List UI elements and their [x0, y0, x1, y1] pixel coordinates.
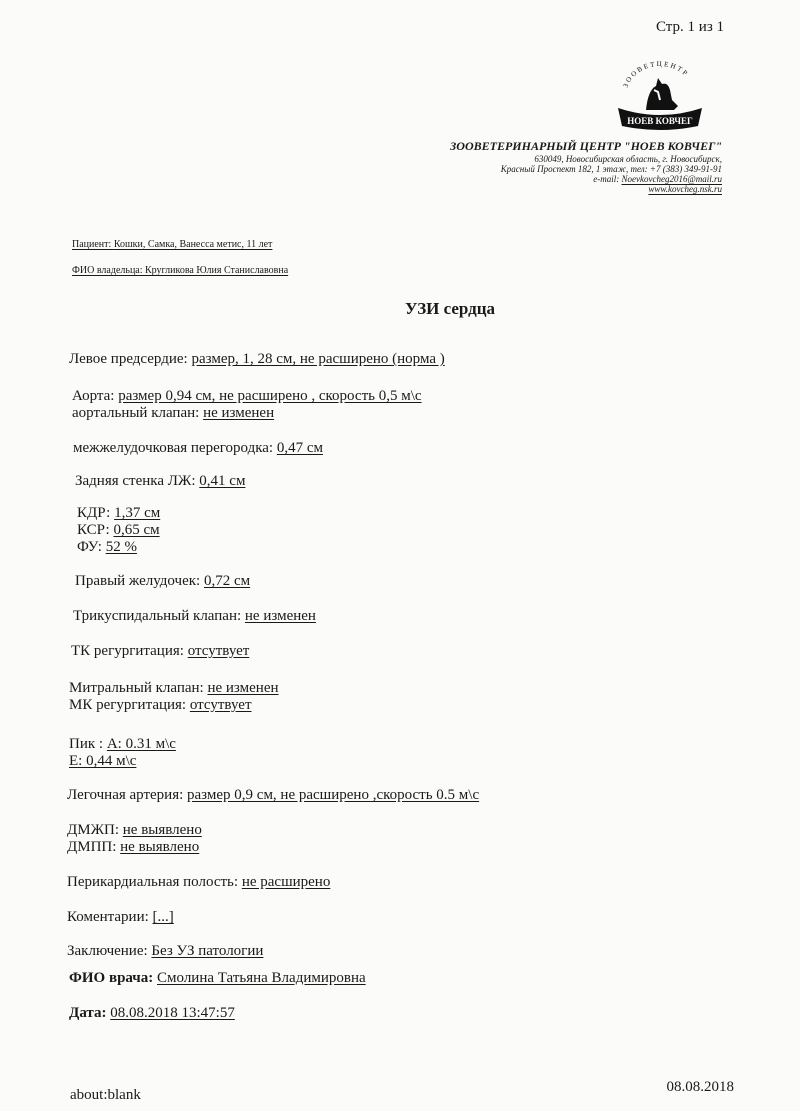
finding-label: ДМПП: — [67, 839, 121, 855]
finding-row — [75, 473, 245, 490]
patient-value: Кошки, Самка, Ванесса метис, 11 лет — [113, 239, 273, 250]
finding-value: не выявлено — [120, 839, 200, 855]
finding-value: не изменен — [207, 680, 279, 696]
email-label: e-mail: — [593, 174, 622, 184]
finding-label: Левое предсердие: — [69, 351, 192, 367]
date-line — [69, 1005, 235, 1022]
finding-value: 0,72 см — [203, 573, 251, 589]
finding-value: не изменен — [244, 608, 316, 624]
finding-row — [67, 839, 199, 856]
finding-value: не расширено — [241, 874, 331, 890]
patient-line — [72, 239, 272, 250]
finding-label: аортальный клапан: — [72, 405, 204, 421]
finding-row — [72, 388, 422, 405]
finding-row — [69, 351, 445, 368]
finding-row — [67, 909, 174, 926]
clinic-name: ЗООВЕТЕРИНАРНЫЙ ЦЕНТР "НОЕВ КОВЧЕГ" — [450, 139, 722, 153]
finding-value: [...] — [152, 909, 174, 925]
finding-label: Аорта: — [72, 388, 119, 404]
finding-row — [72, 405, 274, 422]
finding-label: Правый желудочек: — [75, 573, 204, 589]
patient-label: Пациент: — [72, 239, 114, 250]
finding-value: Е: 0,44 м\с — [69, 753, 137, 769]
finding-label: Легочная артерия: — [67, 787, 188, 803]
finding-label: Коментарии: — [67, 909, 153, 925]
finding-row — [71, 643, 249, 660]
finding-row — [69, 753, 136, 770]
date-value: 08.08.2018 13:47:57 — [110, 1005, 235, 1021]
doctor-value: Смолина Татьяна Владимировна — [157, 970, 366, 986]
finding-label: ФУ: — [77, 539, 106, 555]
finding-label: Пик : — [69, 736, 107, 752]
finding-row — [73, 440, 323, 457]
finding-value: размер, 1, 28 см, не расширено (норма ) — [191, 351, 445, 367]
finding-label: Задняя стенка ЛЖ: — [75, 473, 200, 489]
clinic-address-1: 630049, Новосибирская область, г. Новосибирск, — [534, 154, 722, 164]
finding-label: Митральный клапан: — [69, 680, 208, 696]
finding-label: ТК регургитация: — [71, 643, 188, 659]
noah-ark-logo — [612, 60, 708, 132]
finding-label: Перикардиальная полость: — [67, 874, 242, 890]
page-number: Стр. 1 из 1 — [656, 19, 724, 35]
clinic-header — [450, 139, 722, 194]
finding-value: 0,47 см — [276, 440, 323, 456]
finding-row — [77, 522, 160, 539]
finding-row — [77, 505, 160, 522]
finding-value: А: 0.31 м\с — [106, 736, 176, 752]
finding-row — [67, 874, 330, 891]
finding-value: 0,65 см — [113, 522, 160, 538]
finding-value: размер 0,9 см, не расширено ,скорость 0.5 м\с — [187, 787, 480, 803]
finding-label: КСР: — [77, 522, 114, 538]
finding-label: ДМЖП: — [67, 822, 123, 838]
finding-value: 1,37 см — [114, 505, 161, 521]
clinic-email-link[interactable]: Noevkovcheg2016@mail.ru — [621, 174, 722, 184]
finding-row — [67, 822, 202, 839]
finding-label: МК регургитация: — [69, 697, 190, 713]
finding-row — [73, 608, 316, 625]
finding-row — [75, 573, 250, 590]
finding-value: размер 0,94 см, не расширено , скорость 0,5 м\с — [118, 388, 422, 404]
clinic-website-link[interactable]: www.kovcheg.nsk.ru — [648, 184, 722, 194]
footer-url: about:blank — [70, 1087, 141, 1103]
owner-value: Кругликова Юлия Станиславовна — [145, 265, 289, 276]
finding-value: не изменен — [203, 405, 275, 421]
svg-text:ЗООВЕТЦЕНТР: ЗООВЕТЦЕНТР — [621, 60, 691, 89]
finding-value: не выявлено — [122, 822, 202, 838]
finding-label: КДР: — [77, 505, 115, 521]
finding-value: 0,41 см — [199, 473, 246, 489]
document-title: УЗИ сердца — [404, 299, 496, 318]
doctor-line — [69, 970, 366, 987]
owner-line — [72, 265, 288, 276]
date-label: Дата: — [69, 1005, 111, 1021]
finding-row — [77, 539, 137, 556]
finding-row — [69, 697, 252, 714]
doctor-label: ФИО врача: — [69, 970, 158, 986]
finding-value: отсутвует — [187, 643, 250, 659]
clinic-address-2: Красный Проспект 182, 1 этаж, тел: +7 (383) 349-91-91 — [500, 164, 722, 174]
finding-label: Заключение: — [67, 943, 152, 959]
owner-label: ФИО владельца: — [72, 265, 146, 276]
finding-label: Трикуспидальный клапан: — [73, 608, 245, 624]
footer-date: 08.08.2018 — [666, 1079, 734, 1095]
finding-row — [69, 736, 176, 753]
finding-row — [67, 787, 479, 804]
svg-text:НОЕВ КОВЧЕГ: НОЕВ КОВЧЕГ — [627, 116, 693, 126]
finding-value: 52 % — [105, 539, 137, 555]
clinic-email-line — [450, 174, 722, 184]
finding-value: Без УЗ патологии — [151, 943, 264, 959]
finding-value: отсутвует — [189, 697, 252, 713]
finding-row — [69, 680, 279, 697]
finding-label: межжелудочковая перегородка: — [73, 440, 277, 456]
finding-row — [67, 943, 263, 960]
